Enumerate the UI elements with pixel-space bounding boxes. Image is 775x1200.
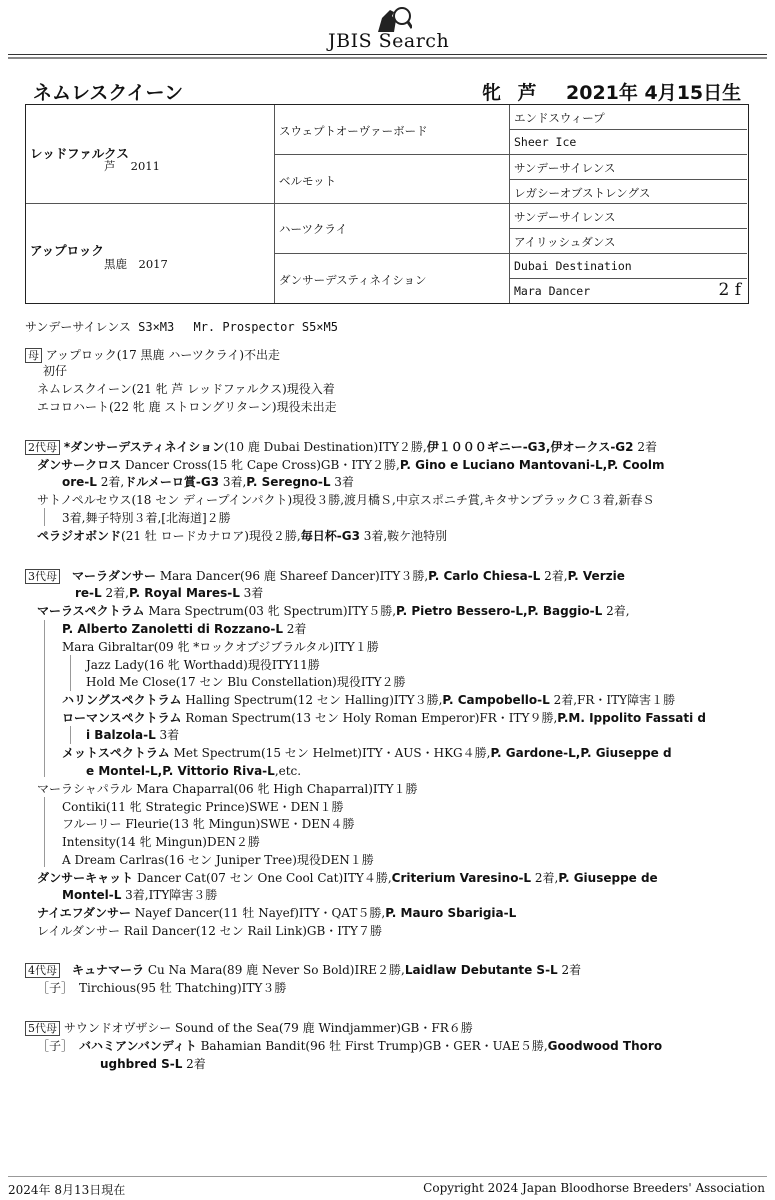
sire-dam-cell[interactable]	[275, 155, 510, 204]
g3-offspring-halling[interactable]: ハリングスペクトラム	[62, 693, 182, 707]
g3-line-20: ナイエフダンサー Nayef Dancer(11 牡 Nayef)ITY・QAT５勝,P. Mauro Sbarigia-L	[37, 906, 517, 920]
g4-line-2: ［子］ Tirchious(95 牡 Thatching)ITY３勝	[37, 981, 287, 995]
dam-line-1: 母 アップロック(17 黒鹿 ハーツクライ)不出走	[25, 347, 280, 363]
sire-info: 芦 2011	[104, 159, 160, 173]
dsd-cell[interactable]	[510, 229, 747, 254]
g4-tag: 4代母	[25, 963, 60, 978]
dam-line-4: エコロハート(22 牝 鹿 ストロングリターン)現役未出走	[37, 400, 337, 414]
g3-line-17: A Dream Carlras(16 セン Juniper Tree)現役DEN１勝	[62, 853, 374, 867]
g3-line-4: P. Alberto Zanoletti di Rozzano-L 2着	[62, 622, 307, 636]
sss-name[interactable]: エンドスウィープ	[514, 111, 605, 125]
g3-horse-name[interactable]: マーラダンサー	[72, 569, 157, 583]
g2-tree-bar	[44, 508, 45, 526]
family-number: 2 f	[718, 280, 741, 300]
g3-offspring-roman[interactable]: ローマンスペクトラム	[62, 711, 182, 725]
dss-cell[interactable]	[510, 204, 747, 229]
g5-line-3: ughbred S-L 2着	[100, 1057, 206, 1071]
g3-tree-bar-1	[44, 620, 45, 777]
dam-sire-name[interactable]: ハーツクライ	[279, 222, 348, 236]
dds-name[interactable]: Dubai Destination	[514, 259, 632, 273]
dss-name[interactable]: サンデーサイレンス	[514, 210, 616, 224]
dam-sire-cell[interactable]	[275, 204, 510, 254]
g2-line-5: 3着,舞子特別３着,[北海道]２勝	[62, 511, 231, 525]
g3-line-10: i Balzola-L 3着	[86, 728, 180, 742]
g2-line-4: サトノペルセウス(18 セン ディープインパクト)現役３勝,渡月橋Ｓ,中京スポニチ賞,キタサンブラックＣ３着,新春Ｓ	[37, 493, 655, 507]
g2-line-2: ダンサークロス Dancer Cross(15 牝 Cape Cross)GB・ITY２勝,P. Gino e Luciano Mantovani-L,P. Coolm	[37, 458, 665, 472]
dam-name[interactable]: アップロック	[30, 243, 104, 258]
g3-tag: 3代母	[25, 569, 60, 584]
sire-name[interactable]: レッドファルクス	[30, 146, 129, 161]
dam-line-3: ネムレスクイーン(21 牝 芦 レッドファルクス)現役入着	[37, 382, 335, 396]
as-of-date: 2024年 8月13日現在	[8, 1183, 126, 1197]
g2-line-1: 2代母 *ダンサーデスティネイション(10 鹿 Dubai Destination)ITY２勝,伊１０００ギニー-G3,伊オークス-G2 2着	[25, 439, 657, 455]
sire-sire-cell[interactable]	[275, 105, 510, 155]
g3-tree-bar-2	[70, 655, 71, 691]
g3-line-5: Mara Gibraltar(09 牝 *ロックオブジブラルタル)ITY１勝	[62, 640, 379, 654]
g3-line-14: Contiki(11 牝 Strategic Prince)SWE・DEN１勝	[62, 800, 344, 814]
dsd-name[interactable]: アイリッシュダンス	[514, 235, 616, 249]
horse-sex-color	[482, 78, 537, 105]
g3-offspring-nayef[interactable]: ナイエフダンサー	[37, 906, 131, 920]
dam-cell[interactable]	[26, 204, 275, 303]
g4-line-1: 4代母 キュナマーラ Cu Na Mara(89 鹿 Never So Bold)IRE２勝,Laidlaw Debutante S-L 2着	[25, 962, 581, 978]
g5-offspring-1[interactable]: バハミアンバンディト	[79, 1039, 197, 1053]
g2-line-6: ペラジオボンド(21 牡 ロードカナロア)現役２勝,毎日杯-G3 3着,鞍ケ池特別	[37, 529, 448, 543]
g5-line-2: ［子］ バハミアンバンディト Bahamian Bandit(96 牡 First Trump)GB・GER・UAE５勝,Goodwood Thoro	[37, 1039, 663, 1053]
sdd-cell[interactable]	[510, 180, 747, 204]
header-divider-thick	[8, 57, 767, 59]
g3-offspring-met[interactable]: メットスペクトラム	[62, 746, 170, 760]
sire-cell[interactable]	[26, 105, 275, 204]
dam-tag: 母	[25, 348, 42, 363]
horse-sex: 牝	[482, 82, 502, 104]
g3-line-19: Montel-L 3着,ITY障害３勝	[62, 888, 218, 902]
ssd-name[interactable]: Sheer Ice	[514, 135, 577, 149]
inbreeding-info: サンデーサイレンス S3×M3 Mr. Prospector S5×M5	[25, 320, 338, 334]
g3-offspring-dancercat[interactable]: ダンサーキャット	[37, 871, 134, 885]
sire-sire-name[interactable]: スウェプトオーヴァーボード	[279, 124, 428, 138]
g3-line-12: e Montel-L,P. Vittorio Riva-L,etc.	[86, 764, 302, 778]
pedigree-table	[25, 104, 749, 304]
g3-tree-bar-4	[44, 797, 45, 867]
ssd-cell[interactable]	[510, 130, 747, 155]
g4-horse-name[interactable]: キュナマーラ	[72, 963, 145, 977]
ddd-name[interactable]: Mara Dancer	[514, 284, 591, 298]
g5-line-1: 5代母 サウンドオヴザシー Sound of the Sea(79 鹿 Windjammer)GB・FR６勝	[25, 1020, 473, 1036]
dam-dam-cell[interactable]	[275, 254, 510, 303]
g3-line-6: Jazz Lady(16 牝 Worthadd)現役ITY11勝	[86, 658, 320, 672]
header-divider	[8, 54, 767, 55]
copyright: Copyright 2024 Japan Bloodhorse Breeders' Association	[423, 1181, 765, 1195]
g2-tag: 2代母	[25, 440, 60, 455]
logo-text: JBIS Search	[328, 30, 450, 52]
g3-offspring-1[interactable]: マーラスペクトラム	[37, 604, 145, 618]
g3-line-7: Hold Me Close(17 セン Blu Constellation)現役ITY２勝	[86, 675, 406, 689]
ddd-cell[interactable]	[510, 279, 747, 303]
dam-line-2: 初仔	[43, 364, 68, 378]
sds-cell[interactable]	[510, 155, 747, 180]
g3-line-15: フルーリー Fleurie(13 牝 Mingun)SWE・DEN４勝	[62, 817, 355, 831]
horse-birth-date: 2021年 4月15日生	[566, 82, 742, 104]
sdd-name[interactable]: レガシーオブストレングス	[514, 186, 651, 200]
horse-color: 芦	[517, 82, 537, 104]
jbis-search-logo[interactable]	[328, 6, 468, 54]
horse-name: ネムレスクイーン	[33, 82, 184, 104]
g3-line-3: マーラスペクトラム Mara Spectrum(03 牝 Spectrum)ITY５勝,P. Pietro Bessero-L,P. Baggio-L 2着,	[37, 604, 630, 618]
g3-line-11: メットスペクトラム Met Spectrum(15 セン Helmet)ITY・AUS・HKG４勝,P. Gardone-L,P. Giuseppe d	[62, 746, 672, 760]
g2-horse-name[interactable]: *ダンサーデスティネイション	[63, 440, 225, 454]
g3-line-2: re-L 2着,P. Royal Mares-L 3着	[75, 586, 264, 600]
g2-offspring-3[interactable]: ペラジオボンド	[37, 529, 122, 543]
dam-dam-name[interactable]: ダンサーデスティネイション	[279, 273, 427, 287]
g3-line-1: 3代母 マーラダンサー Mara Dancer(96 鹿 Shareef Dancer)ITY３勝,P. Carlo Chiesa-L 2着,P. Verzie	[25, 568, 625, 584]
dds-cell[interactable]	[510, 254, 747, 279]
g3-line-13: マーラシャパラル Mara Chaparral(06 牝 High Chaparral)ITY１勝	[37, 782, 418, 796]
sss-cell[interactable]	[510, 105, 747, 130]
g3-line-21: レイルダンサー Rail Dancer(12 セン Rail Link)GB・ITY７勝	[37, 924, 382, 938]
footer-divider	[8, 1176, 767, 1177]
g3-line-18: ダンサーキャット Dancer Cat(07 セン One Cool Cat)ITY４勝,Criterium Varesino-L 2着,P. Giuseppe de	[37, 871, 658, 885]
g3-tree-bar-3	[70, 726, 71, 744]
dam-info: 黒鹿 2017	[104, 257, 168, 271]
g3-line-8: ハリングスペクトラム Halling Spectrum(12 セン Halling)ITY３勝,P. Campobello-L 2着,FR・ITY障害１勝	[62, 693, 676, 707]
g2-line-3: ore-L 2着,ドルメーロ賞-G3 3着,P. Seregno-L 3着	[62, 475, 354, 489]
g2-offspring-1[interactable]: ダンサークロス	[37, 458, 122, 472]
g3-line-16: Intensity(14 牝 Mingun)DEN２勝	[62, 835, 260, 849]
sds-name[interactable]: サンデーサイレンス	[514, 161, 616, 175]
g5-tag: 5代母	[25, 1021, 60, 1036]
sire-dam-name[interactable]: ベルモット	[279, 174, 337, 188]
g3-line-9: ローマンスペクトラム Roman Spectrum(13 セン Holy Roman Emperor)FR・ITY９勝,P.M. Ippolito Fassati d	[62, 711, 706, 725]
